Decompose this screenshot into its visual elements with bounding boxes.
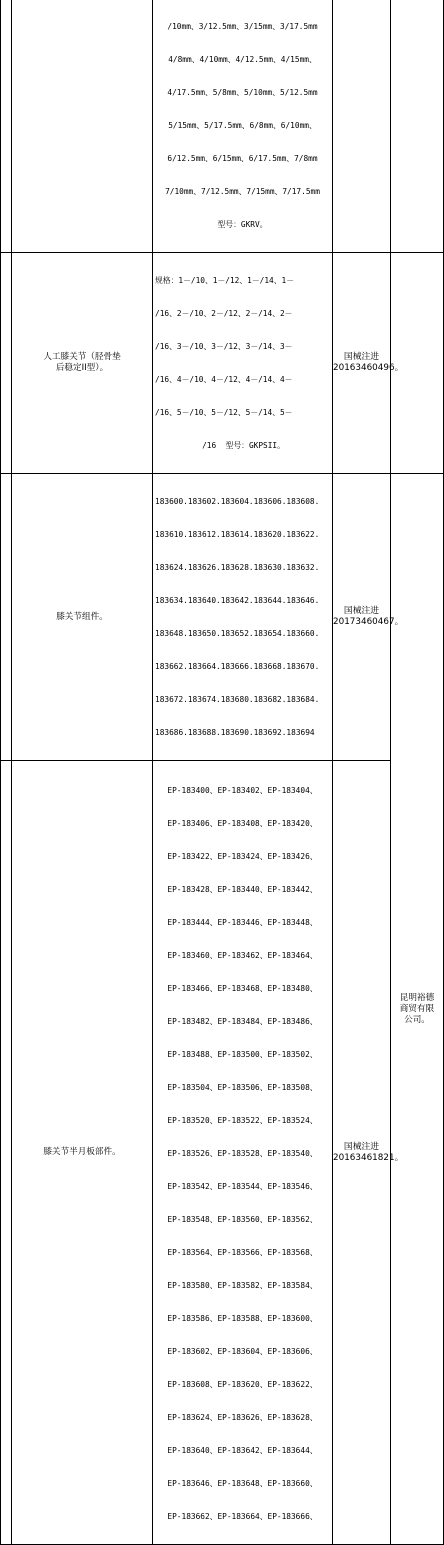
spec-line: 7/10mm、7/12.5mm、7/15mm、7/17.5mm: [165, 187, 320, 196]
registration-number: 20163461821。: [333, 1152, 404, 1163]
spec-line: EP-183504、EP-183506、EP-183508、: [167, 1083, 318, 1092]
spec-line: 4/17.5mm、5/8mm、5/10mm、5/12.5mm: [167, 88, 318, 97]
spec-line: EP-183444、EP-183446、EP-183448、: [167, 918, 318, 927]
product-name-cell: [12, 761, 153, 1545]
spec-line: EP-183542、EP-183544、EP-183546、: [167, 1182, 318, 1191]
index-cell: [1, 761, 12, 1545]
index-cell: [1, 0, 12, 253]
company-cell: [391, 474, 444, 1545]
product-name: 人工膝关节（胫骨垫: [43, 352, 121, 362]
table-row: [1, 761, 444, 1545]
company-name: 昆明裕德: [399, 992, 435, 1003]
product-name-cell: [12, 253, 153, 474]
spec-line: EP-183646、EP-183648、EP-183660、: [167, 1479, 318, 1488]
spec-line: EP-183488、EP-183500、EP-183502、: [167, 1050, 318, 1059]
registration-cell: [333, 253, 404, 474]
registration-number: 国械注进: [343, 352, 380, 362]
company-name: 商贸有限: [399, 1003, 435, 1014]
spec-line: 183662.183664.183666.183668.183670.: [155, 662, 320, 671]
spec-line: /16、3－/10、3－/12、3－/14、3－: [155, 342, 293, 351]
spec-line: /16、4－/10、4－/12、4－/14、4－: [155, 375, 293, 384]
product-name: 后稳定II型）。: [55, 363, 109, 373]
product-name-cell: [12, 474, 153, 761]
registration-number: 国械注进: [343, 1141, 380, 1152]
product-name: 膝关节半月板部件。: [43, 1147, 121, 1157]
table-row: [1, 474, 444, 761]
registration-number: 20163460496。: [333, 363, 404, 373]
spec-line: /16、5－/10、5－/12、5－/14、5－: [155, 408, 293, 417]
spec-line: EP-183466、EP-183468、EP-183480、: [167, 984, 318, 993]
spec-line: 183686.183688.183690.183692.183694: [155, 728, 315, 737]
spec-line: EP-183460、EP-183462、EP-183464、: [167, 951, 318, 960]
company-cell: [391, 0, 444, 253]
spec-line: EP-183586、EP-183588、EP-183600、: [167, 1314, 318, 1323]
spec-line: 4/8mm、4/10mm、4/12.5mm、4/15mm、: [168, 55, 317, 64]
spec-line: EP-183608、EP-183620、EP-183622、: [167, 1380, 318, 1389]
spec-line: 183634.183640.183642.183644.183646.: [155, 596, 320, 605]
index-cell: [1, 253, 12, 474]
registration-number: 国械注进: [343, 606, 380, 616]
spec-line: /10mm、3/12.5mm、3/15mm、3/17.5mm: [167, 22, 318, 31]
spec-cell: [153, 761, 333, 1545]
spec-line: 183624.183626.183628.183630.183632.: [155, 563, 320, 572]
spec-line: EP-183428、EP-183440、EP-183442、: [167, 885, 318, 894]
spec-cell: [153, 474, 333, 761]
spec-line: /16、2－/10、2－/12、2－/14、2－: [155, 309, 293, 318]
spec-line: EP-183662、EP-183664、EP-183666、: [167, 1512, 318, 1521]
spec-line: 5/15mm、5/17.5mm、6/8mm、6/10mm、: [168, 121, 317, 130]
registration-cell: [333, 761, 404, 1545]
spec-line: EP-183526、EP-183528、EP-183540、: [167, 1149, 318, 1158]
spec-cell: [153, 253, 333, 474]
spec-line: EP-183602、EP-183604、EP-183606、: [167, 1347, 318, 1356]
spec-line: 规格：1－/10、1－/12、1－/14、1－: [155, 276, 294, 285]
table-row: [1, 0, 444, 253]
spec-line: EP-183482、EP-183484、EP-183486、: [167, 1017, 318, 1026]
spec-line: EP-183406、EP-183408、EP-183420、: [167, 819, 318, 828]
spec-line: EP-183422、EP-183424、EP-183426、: [167, 852, 318, 861]
registration-number: 20173460467。: [333, 617, 404, 627]
registration-cell: [333, 474, 404, 761]
table-row: [1, 253, 444, 474]
spec-line: /16 型号：GKPSII。: [202, 441, 285, 450]
product-name: 膝关节组件。: [56, 611, 108, 622]
spec-line: EP-183564、EP-183566、EP-183568、: [167, 1248, 318, 1257]
company-name: 公司。: [404, 1014, 430, 1025]
spec-cell: [153, 0, 333, 253]
spec-line: EP-183520、EP-183522、EP-183524、: [167, 1116, 318, 1125]
spec-line: EP-183580、EP-183582、EP-183584、: [167, 1281, 318, 1290]
registration-cell: [333, 0, 391, 253]
spec-line: 183648.183650.183652.183654.183660.: [155, 629, 320, 638]
spec-line: EP-183548、EP-183560、EP-183562、: [167, 1215, 318, 1224]
product-name-cell: [12, 0, 153, 253]
spec-line: 183600.183602.183604.183606.183608.: [155, 497, 320, 506]
spec-line: EP-183640、EP-183642、EP-183644、: [167, 1446, 318, 1455]
spec-line: 183672.183674.183680.183682.183684.: [155, 695, 320, 704]
spec-line: 6/12.5mm、6/15mm、6/17.5mm、7/8mm: [167, 154, 318, 163]
spec-line: EP-183624、EP-183626、EP-183628、: [167, 1413, 318, 1422]
spec-line: 型号：GKRV。: [217, 220, 268, 229]
spec-line: EP-183400、EP-183402、EP-183404、: [167, 786, 318, 795]
index-cell: [1, 474, 12, 761]
spec-line: 183610.183612.183614.183620.183622.: [155, 530, 320, 539]
